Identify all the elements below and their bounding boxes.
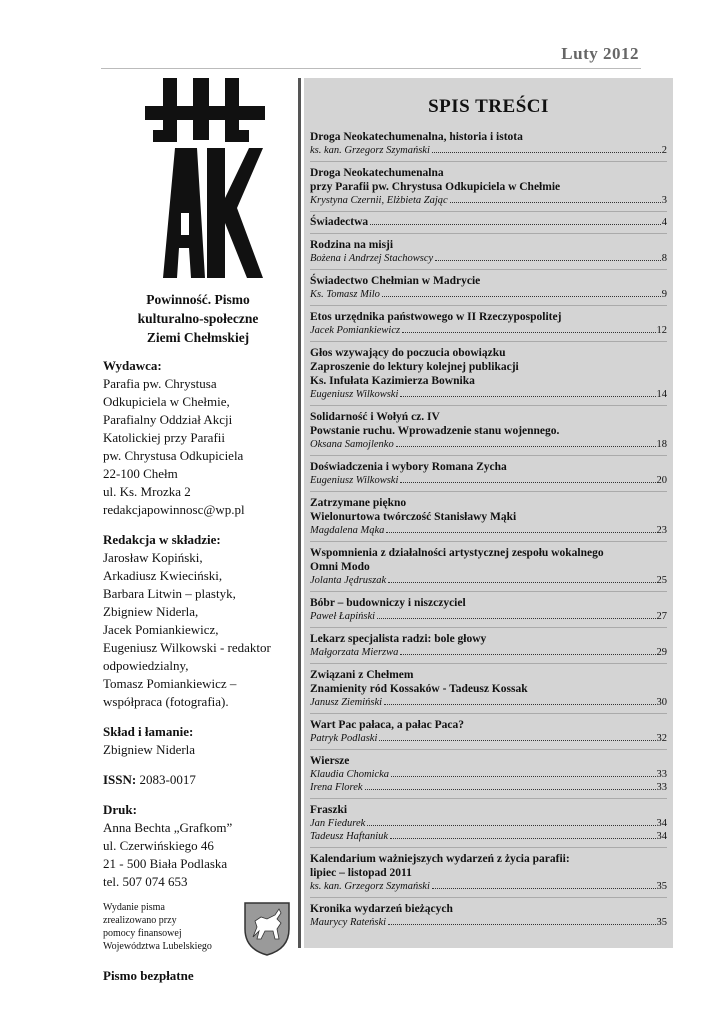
toc-entry-title: Droga Neokatechumenalna — [310, 167, 444, 179]
toc-entry[interactable] — [310, 406, 667, 456]
toc-entry[interactable] — [310, 342, 667, 406]
toc-author-row — [310, 830, 667, 843]
toc-author-row — [310, 610, 667, 623]
toc-page-number: 8 — [661, 253, 667, 264]
grant-text — [103, 901, 238, 953]
toc-side-rule — [298, 78, 301, 948]
toc-author-row — [310, 817, 667, 830]
print-heading: Druk: — [103, 802, 137, 817]
dot-leader — [391, 776, 655, 777]
toc-entry-title: Etos urzędnika państwowego w II Rzeczypospolitej — [310, 311, 562, 323]
toc-author-row — [310, 144, 667, 157]
dot-leader — [402, 332, 655, 333]
pub-title-line: Powinność. Pismo — [146, 292, 250, 307]
editorial-line: współpraca (fotografia). — [103, 694, 229, 709]
toc-author: Oksana Samojlenko — [310, 439, 394, 450]
toc-page-number: 14 — [656, 389, 667, 400]
toc-entry-title: Zatrzymane piękno — [310, 497, 407, 509]
grant-line: zrealizowano przy — [103, 915, 177, 926]
toc-author-row — [310, 324, 667, 337]
toc-entry-title: Solidarność i Wołyń cz. IV — [310, 411, 440, 423]
toc-entry-title: Związani z Chełmem — [310, 669, 414, 681]
toc-entry-title: przy Parafii pw. Chrystusa Odkupiciela w Chełmie — [310, 181, 561, 193]
toc-author-row — [310, 696, 667, 709]
grant-line: pomocy finansowej — [103, 928, 182, 939]
publisher-line: Katolickiej przy Parafii — [103, 430, 226, 445]
toc-entry[interactable] — [310, 306, 667, 342]
toc-author: Jan Fiedurek — [310, 818, 366, 829]
publisher-line: Parafia pw. Chrystusa — [103, 376, 217, 391]
publisher-line: 22-100 Chełm — [103, 466, 178, 481]
editorial-line: Arkadiusz Kwieciński, — [103, 568, 223, 583]
toc-entry[interactable] — [310, 234, 667, 270]
publisher-line: ul. Ks. Mrozka 2 — [103, 484, 191, 499]
print-block — [103, 801, 293, 891]
dot-leader — [400, 396, 655, 397]
print-line: ul. Czerwińskiego 46 — [103, 838, 214, 853]
dot-leader — [365, 789, 656, 790]
dot-leader — [370, 224, 661, 225]
typeset-heading: Skład i łamanie: — [103, 724, 194, 739]
toc-author: Świadectwa — [310, 216, 369, 228]
toc-author-row — [310, 646, 667, 659]
toc-author-row — [310, 388, 667, 401]
editorial-line: Zbigniew Niderla, — [103, 604, 199, 619]
toc-entry-title: Wiersze — [310, 755, 350, 767]
toc-entry-title: Droga Neokatechumenalna, historia i istota — [310, 131, 523, 143]
toc-author: Tadeusz Haftaniuk — [310, 831, 389, 842]
toc-page-number: 35 — [656, 881, 667, 892]
toc-entry[interactable] — [310, 542, 667, 592]
pub-title-line: Ziemi Chełmskiej — [146, 330, 250, 345]
editorial-line: Tomasz Pomiankiewicz – — [103, 676, 237, 691]
free-magazine-note: Pismo bezpłatne — [103, 968, 194, 983]
toc-author-row — [310, 524, 667, 537]
toc-entry[interactable] — [310, 848, 667, 898]
dot-leader — [432, 888, 656, 889]
publisher-line: Odkupiciela w Chełmie, — [103, 394, 230, 409]
typeset-block — [103, 723, 293, 759]
grant-line: Wydanie pisma — [103, 902, 165, 913]
publication-title — [103, 290, 293, 347]
publisher-line: pw. Chrystusa Odkupiciela — [103, 448, 244, 463]
toc-page-number: 35 — [656, 917, 667, 928]
issue-date: Luty 2012 — [561, 44, 639, 63]
toc-entry-title: Rodzina na misji — [310, 239, 394, 251]
toc-author-row — [310, 288, 667, 301]
toc-author-row — [310, 768, 667, 781]
toc-author: Eugeniusz Wilkowski — [310, 475, 399, 486]
dot-leader — [435, 260, 661, 261]
print-line: tel. 507 074 653 — [103, 874, 188, 889]
publisher-heading: Wydawca: — [103, 358, 162, 373]
issn-block — [103, 771, 293, 789]
toc-entry-title: lipiec – listopad 2011 — [310, 867, 412, 879]
toc-author: Jacek Pomiankiewicz — [310, 325, 401, 336]
dot-leader — [390, 838, 655, 839]
toc-author: Irena Florek — [310, 782, 363, 793]
dot-leader — [386, 532, 655, 533]
grant-line: Województwa Lubelskiego — [103, 941, 212, 952]
toc-page-number: 34 — [656, 831, 667, 842]
toc-page-number: 2 — [661, 145, 667, 156]
toc-entry-title: Lekarz specjalista radzi: bole głowy — [310, 633, 487, 645]
toc-entry-title: Ks. Infułata Kazimierza Bownika — [310, 375, 475, 387]
toc-author: Patryk Podlaski — [310, 733, 378, 744]
editorial-block — [103, 531, 293, 711]
toc-entry-title: Kronika wydarzeń bieżących — [310, 903, 453, 915]
toc-author: Eugeniusz Wilkowski — [310, 389, 399, 400]
toc-author: ks. kan. Grzegorz Szymański — [310, 145, 430, 156]
publisher-block — [103, 357, 293, 519]
toc-author-row — [310, 194, 667, 207]
toc-entry[interactable] — [310, 162, 667, 212]
toc-entry-title: Wspomnienia z działalności artystycznej zespołu wokalnego — [310, 547, 604, 559]
toc-author-row — [310, 438, 667, 451]
dot-leader — [396, 446, 656, 447]
toc-author-row — [310, 574, 667, 587]
toc-author: Magdalena Mąka — [310, 525, 385, 536]
toc-page-number: 32 — [656, 733, 667, 744]
toc-page-number: 33 — [656, 782, 667, 793]
table-of-contents — [304, 78, 673, 948]
dot-leader — [432, 152, 661, 153]
toc-author: Krystyna Czernii, Elżbieta Zając — [310, 195, 448, 206]
toc-entry-title: Omni Modo — [310, 561, 370, 573]
dot-leader — [450, 202, 661, 203]
editorial-line: Eugeniusz Wilkowski - redaktor — [103, 640, 271, 655]
toc-page-number: 25 — [656, 575, 667, 586]
toc-author-row — [310, 474, 667, 487]
toc-author-row — [310, 732, 667, 745]
toc-title: SPIS TREŚCI — [428, 96, 549, 117]
toc-entry[interactable] — [310, 750, 667, 799]
issn-label: ISSN: — [103, 772, 137, 787]
lubelskie-crest-icon — [241, 899, 293, 957]
toc-entry-title: Wart Pac pałaca, a pałac Paca? — [310, 719, 464, 731]
masthead-column — [103, 290, 293, 985]
toc-author: Paweł Łapiński — [310, 611, 376, 622]
toc-entry[interactable] — [310, 664, 667, 714]
publisher-line: Parafialny Oddział Akcji — [103, 412, 233, 427]
dot-leader — [382, 296, 661, 297]
toc-page-number: 9 — [661, 289, 667, 300]
toc-author: Janusz Ziemiński — [310, 697, 383, 708]
toc-author-row — [310, 252, 667, 265]
typeset-line: Zbigniew Niderla — [103, 742, 196, 757]
toc-page-number: 23 — [656, 525, 667, 536]
toc-entry-title: Powstanie ruchu. Wprowadzenie stanu wojennego. — [310, 425, 560, 437]
toc-entry[interactable] — [310, 714, 667, 750]
toc-entry-title: Znamienity ród Kossaków - Tadeusz Kossak — [310, 683, 528, 695]
dot-leader — [384, 704, 655, 705]
toc-page-number: 4 — [661, 217, 667, 228]
header-divider — [101, 68, 641, 69]
toc-entry[interactable] — [310, 212, 667, 234]
grant-block — [103, 897, 293, 961]
print-line: Anna Bechta „Grafkom” — [103, 820, 233, 835]
publisher-email[interactable]: redakcjapowinnosc@wp.pl — [103, 502, 245, 517]
dot-leader — [400, 654, 655, 655]
toc-entry-title: Świadectwo Chełmian w Madrycie — [310, 275, 481, 287]
toc-entry-title: Głos wzywający do poczucia obowiązku — [310, 347, 506, 359]
dot-leader — [367, 825, 655, 826]
toc-author: Klaudia Chomicka — [310, 769, 390, 780]
toc-author: Maurycy Rateński — [310, 917, 387, 928]
toc-entry[interactable] — [310, 898, 667, 933]
toc-author-row — [310, 216, 667, 229]
toc-entry[interactable] — [310, 456, 667, 492]
toc-author-row — [310, 916, 667, 929]
toc-entry[interactable] — [310, 628, 667, 664]
toc-author: Ks. Tomasz Milo — [310, 289, 380, 300]
toc-entry-title: Bóbr – budowniczy i niszczyciel — [310, 597, 466, 609]
toc-page-number: 29 — [656, 647, 667, 658]
toc-author: Małgorzata Mierzwa — [310, 647, 399, 658]
toc-author: Bożena i Andrzej Stachowscy — [310, 253, 434, 264]
dot-leader — [400, 482, 655, 483]
dot-leader — [388, 582, 655, 583]
toc-entry[interactable] — [310, 270, 667, 306]
editorial-line: Barbara Litwin – plastyk, — [103, 586, 236, 601]
toc-entry[interactable] — [310, 592, 667, 628]
toc-entry-title: Fraszki — [310, 804, 348, 816]
toc-page-number: 27 — [656, 611, 667, 622]
editorial-line: odpowiedzialny, — [103, 658, 189, 673]
toc-entry[interactable] — [310, 126, 667, 162]
dot-leader — [388, 924, 655, 925]
toc-page-number: 30 — [656, 697, 667, 708]
toc-page-number: 3 — [661, 195, 667, 206]
toc-page-number: 12 — [656, 325, 667, 336]
print-line: 21 - 500 Biała Podlaska — [103, 856, 228, 871]
editorial-heading: Redakcja w składzie: — [103, 532, 221, 547]
toc-entry[interactable] — [310, 492, 667, 542]
toc-page-number: 33 — [656, 769, 667, 780]
editorial-line: Jarosław Kopiński, — [103, 550, 203, 565]
toc-author-row — [310, 880, 667, 893]
toc-entry-title: Wielonurtowa twórczość Stanisławy Mąki — [310, 511, 517, 523]
toc-author: ks. kan. Grzegorz Szymański — [310, 881, 430, 892]
toc-author: Jolanta Jędruszak — [310, 575, 387, 586]
toc-entry-title: Doświadczenia i wybory Romana Zycha — [310, 461, 507, 473]
ak-cross-logo — [145, 78, 265, 283]
toc-author-row — [310, 781, 667, 794]
toc-page-number: 20 — [656, 475, 667, 486]
dot-leader — [379, 740, 655, 741]
toc-entries — [310, 126, 667, 933]
toc-page-number: 34 — [656, 818, 667, 829]
toc-entry-title: Kalendarium ważniejszych wydarzeń z życia parafii: — [310, 853, 570, 865]
toc-page-number: 18 — [656, 439, 667, 450]
issn-value: 2083-0017 — [136, 772, 196, 787]
toc-entry-title: Zaproszenie do lektury kolejnej publikacji — [310, 361, 519, 373]
dot-leader — [377, 618, 655, 619]
editorial-line: Jacek Pomiankiewicz, — [103, 622, 219, 637]
pub-title-line: kulturalno-społeczne — [137, 311, 259, 326]
toc-entry[interactable] — [310, 799, 667, 848]
